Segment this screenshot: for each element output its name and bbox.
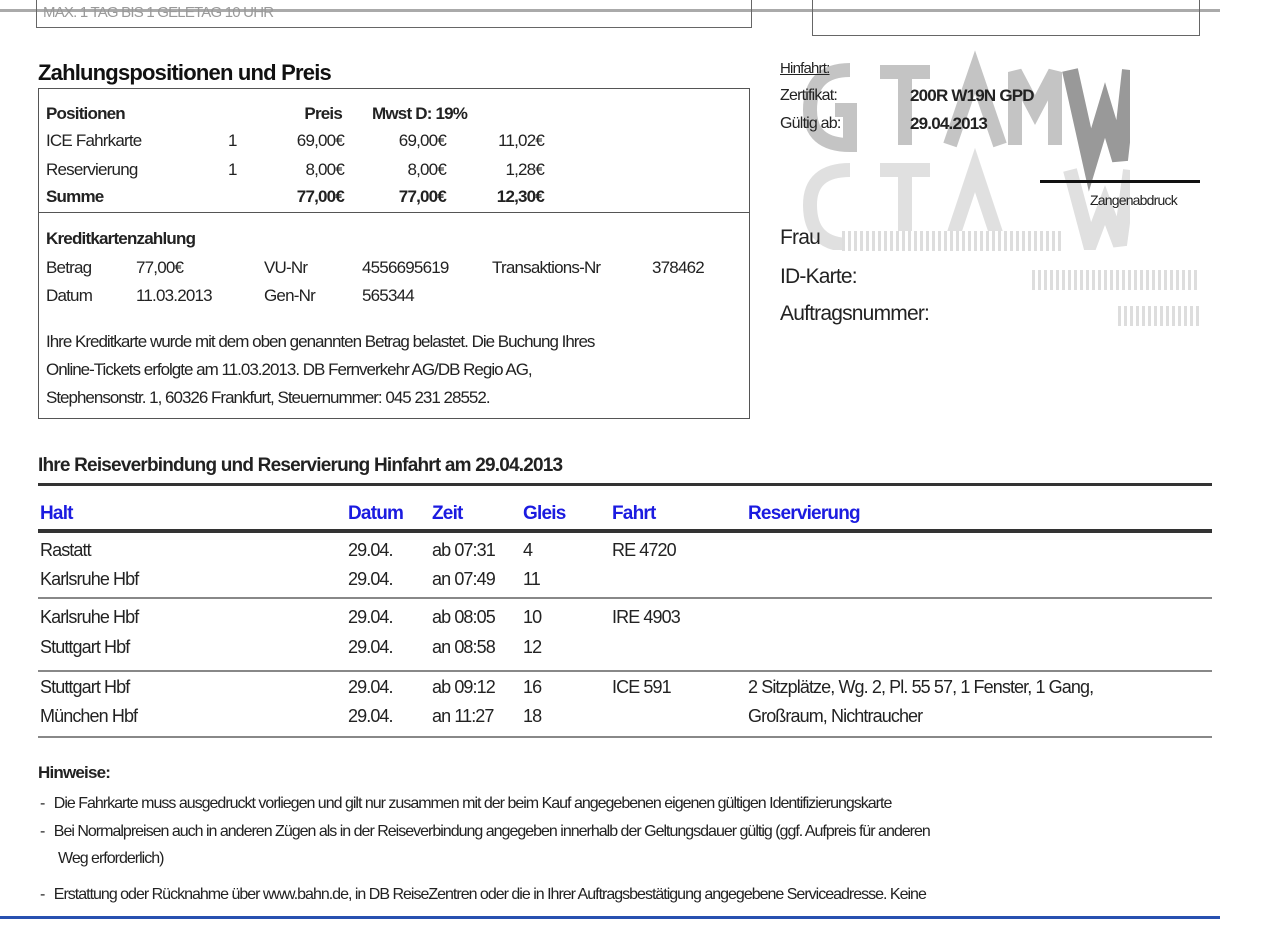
barcode-box — [812, 0, 1200, 36]
cell-halt: München Hbf — [40, 706, 138, 726]
cell-fahrt: ICE 591 — [612, 677, 671, 697]
salutation: Frau — [780, 226, 820, 249]
position-price: 69,00€ — [296, 131, 344, 150]
cc-vu: 4556695619 — [362, 258, 449, 277]
gueltig-label: Gültig ab: — [780, 115, 841, 132]
zangenabdruck-label: Zangenabdruck — [1090, 192, 1177, 208]
cell-halt: Stuttgart Hbf — [40, 637, 130, 657]
header-halt: Halt — [40, 503, 73, 524]
zertifikat-value: 200R W19N GPD — [910, 86, 1034, 105]
cc-tx-label: Transaktions-Nr — [492, 258, 601, 277]
cell-gleis: 11 — [523, 569, 540, 589]
cc-betrag-label: Betrag — [46, 258, 92, 277]
cc-tx: 378462 — [652, 258, 704, 277]
cell-fahrt: RE 4720 — [612, 540, 676, 560]
header-zeit: Zeit — [432, 503, 463, 524]
position-name: ICE Fahrkarte — [46, 131, 142, 150]
position-price: 8,00€ — [305, 160, 344, 179]
cell-datum: 29.04. — [348, 706, 393, 726]
cell-datum: 29.04. — [348, 569, 393, 589]
cc-title: Kreditkartenzahlung — [46, 229, 196, 248]
col-preis: Preis — [304, 104, 342, 123]
watermark-glyph — [880, 72, 930, 145]
zertifikat-label: Zertifikat: — [780, 87, 837, 104]
sum-label: Summe — [46, 187, 104, 206]
cell-zeit: an 11:27 — [432, 706, 494, 726]
sum-price: 77,00€ — [296, 187, 344, 206]
cell-halt: Rastatt — [40, 540, 91, 560]
col-mwst: Mwst D: 19% — [372, 104, 468, 123]
hinweis-text: Bei Normalpreisen auch in anderen Zügen als in der Reiseverbindung angegeben innerhalb der Geltungsdauer gültig (ggf. Aufpreis für anderen — [53, 823, 930, 840]
divider — [38, 736, 1212, 738]
gueltig-value: 29.04.2013 — [910, 114, 988, 133]
cc-betrag: 77,00€ — [136, 258, 184, 277]
position-qty: 1 — [228, 160, 237, 179]
cell-zeit: ab 08:05 — [432, 607, 495, 627]
cell-reservierung: 2 Sitzplätze, Wg. 2, Pl. 55 57, 1 Fenster, 1 Gang, — [748, 677, 1094, 697]
cell-zeit: an 08:58 — [432, 637, 495, 657]
watermark-glyph — [1070, 70, 1130, 160]
watermark-glyph — [810, 70, 850, 145]
validity-box — [36, 0, 752, 28]
stamp-line — [1040, 180, 1200, 183]
hinweis-text: Die Fahrkarte muss ausgedruckt vorliegen und gilt nur zusammen mit der beim Kauf angegebenen eigenen gültigen Identifizierungskarte — [53, 795, 892, 812]
cc-note-line: Online-Tickets erfolgte am 11.03.2013. DB Fernverkehr AG/DB Regio AG, — [46, 360, 532, 379]
cell-halt: Karlsruhe Hbf — [40, 607, 139, 627]
payment-title: Zahlungspositionen und Preis — [38, 60, 331, 85]
cc-datum-label: Datum — [46, 286, 93, 305]
cell-gleis: 16 — [523, 677, 542, 697]
page-bottom-border — [0, 916, 1220, 919]
redacted-order-number — [1118, 306, 1200, 326]
divider — [38, 529, 1212, 533]
hinfahrt-label: Hinfahrt: — [780, 60, 830, 77]
cc-datum: 11.03.2013 — [136, 286, 212, 305]
id-card-label: ID-Karte: — [780, 265, 857, 288]
header-reservierung: Reservierung — [748, 503, 860, 524]
cc-gen-label: Gen-Nr — [264, 286, 315, 305]
cell-gleis: 4 — [523, 540, 533, 560]
cc-note-line: Stephensonstr. 1, 60326 Frankfurt, Steuernummer: 045 231 28552. — [46, 388, 490, 407]
header-datum: Datum — [348, 503, 404, 524]
watermark-logo — [790, 50, 1130, 250]
header-gleis: Gleis — [523, 503, 566, 524]
cc-vu-label: VU-Nr — [264, 258, 308, 277]
divider — [38, 483, 1212, 486]
redacted-id — [1032, 270, 1200, 290]
cell-gleis: 12 — [523, 637, 542, 657]
cell-datum: 29.04. — [348, 637, 393, 657]
hinweis-text: Erstattung oder Rücknahme über www.bahn.de, in DB ReiseZentren oder die in Ihrer Auftragsbestätigung angegebene Serviceadresse. Keine — [53, 886, 926, 903]
cell-datum: 29.04. — [348, 677, 393, 697]
cell-reservierung: Großraum, Nichtraucher — [748, 706, 923, 726]
redacted-name — [842, 231, 1062, 251]
position-name: Reservierung — [46, 160, 138, 179]
watermark-glyph — [950, 72, 1000, 145]
cc-gen: 565344 — [362, 286, 414, 305]
divider — [38, 597, 1212, 599]
cell-gleis: 10 — [523, 607, 542, 627]
cell-gleis: 18 — [523, 706, 542, 726]
divider — [38, 670, 1212, 672]
cell-zeit: ab 09:12 — [432, 677, 495, 697]
cell-halt: Karlsruhe Hbf — [40, 569, 139, 589]
hinweis-item: - Die Fahrkarte muss ausgedruckt vorliegen und gilt nur zusammen mit der beim Kauf angegebenen eigenen gültigen Identifizierungskarte — [40, 795, 892, 812]
hinweis-item: - Bei Normalpreisen auch in anderen Zügen als in der Reiseverbindung angegeben innerhalb der Geltungsdauer gültig (ggf. Aufpreis für anderen — [40, 823, 930, 840]
position-qty: 1 — [228, 131, 237, 150]
cell-zeit: ab 07:31 — [432, 540, 495, 560]
position-net: 69,00€ — [398, 131, 446, 150]
col-positionen: Positionen — [46, 104, 125, 123]
cell-fahrt: IRE 4903 — [612, 607, 680, 627]
cell-datum: 29.04. — [348, 540, 393, 560]
cell-zeit: an 07:49 — [432, 569, 495, 589]
position-vat: 11,02€ — [498, 131, 544, 150]
header-fahrt: Fahrt — [612, 503, 656, 524]
hinweis-item: - Erstattung oder Rücknahme über www.bahn.de, in DB ReiseZentren oder die in Ihrer Auftragsbestätigung angegebene Serviceadresse. Keine — [40, 886, 926, 903]
cc-note-line: Ihre Kreditkarte wurde mit dem oben genannten Betrag belastet. Die Buchung Ihres — [46, 332, 595, 351]
hinweis-text-continued: Weg erforderlich) — [58, 850, 164, 867]
position-vat: 1,28€ — [505, 160, 544, 179]
order-number-label: Auftragsnummer: — [780, 302, 930, 325]
position-net: 8,00€ — [407, 160, 446, 179]
cell-halt: Stuttgart Hbf — [40, 677, 130, 697]
cell-datum: 29.04. — [348, 607, 393, 627]
sum-net: 77,00€ — [398, 187, 446, 206]
validity-text: MAX. 1 TAG BIS 1 GELETAG 10 UHR — [43, 4, 274, 21]
watermark-glyph — [1015, 72, 1055, 145]
hinweise-title: Hinweise: — [38, 763, 111, 782]
sum-vat: 12,30€ — [496, 187, 544, 206]
trip-title: Ihre Reiseverbindung und Reservierung Hinfahrt am 29.04.2013 — [38, 455, 563, 476]
